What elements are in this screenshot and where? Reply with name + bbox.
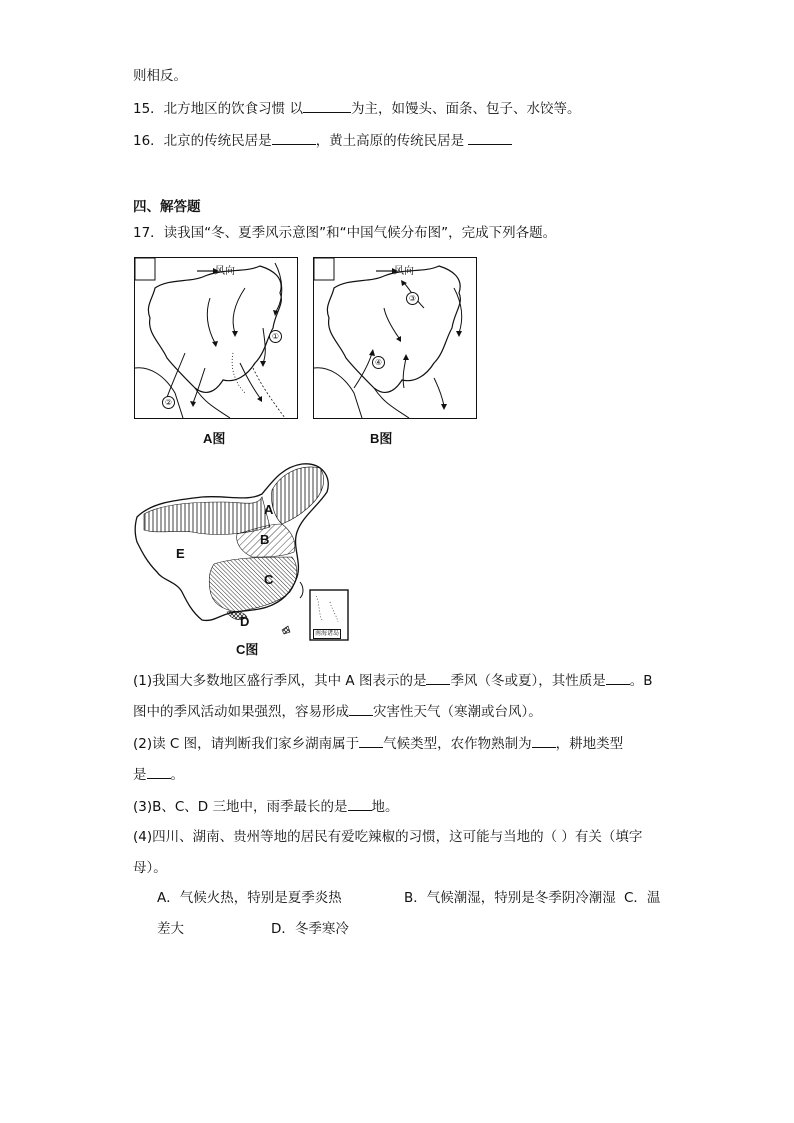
- map-b-caption: B图: [370, 431, 393, 446]
- p2-text-c: ，耕地类型: [555, 736, 624, 752]
- option-a-text: A．气候火热，特别是夏季炎热: [157, 890, 342, 906]
- map-a-caption: A图: [203, 431, 226, 446]
- p2-text-e: 。: [170, 767, 184, 783]
- region-label-d: D: [240, 614, 250, 629]
- region-label-c: C: [264, 572, 274, 587]
- sub-question-4-line-1: [133, 827, 642, 847]
- p1-blank-1[interactable]: [426, 670, 450, 685]
- p3-blank[interactable]: [348, 796, 372, 811]
- option-d[interactable]: [271, 919, 349, 939]
- question-16: [133, 130, 512, 151]
- option-b[interactable]: [404, 888, 616, 908]
- sub-question-4-line-2: [133, 858, 167, 878]
- q16-text-b: ，黄土高原的传统民居是: [315, 133, 465, 149]
- p1-text-e: 灾害性天气（寒潮或台风）。: [373, 704, 542, 720]
- map-a-legend-label: 风向: [215, 266, 235, 277]
- p1-text-d: 图中的季风活动如果强烈，容易形成: [133, 704, 349, 720]
- map-b-marker-4: ④: [372, 356, 385, 369]
- map-a-marker-2: ②: [162, 396, 175, 409]
- map-b-legend-label: 风向: [394, 266, 414, 277]
- p2-text-b: 气候类型，农作物熟制为: [383, 736, 532, 752]
- region-label-b: B: [260, 532, 270, 547]
- p1-blank-3[interactable]: [349, 701, 373, 716]
- p2-blank-3[interactable]: [147, 764, 171, 779]
- region-label-a: A: [264, 502, 274, 517]
- p1-text-b: 季风（冬或夏），其性质是: [450, 673, 606, 689]
- map-b-drawing: [314, 258, 476, 418]
- p3-text-b: 地。: [371, 799, 399, 815]
- question-17: [133, 223, 556, 243]
- option-c-continued: [157, 919, 184, 939]
- p1-text-a: (1)我国大多数地区盛行季风，其中 A 图表示的是: [133, 673, 427, 689]
- map-c-climate-distribution: [132, 462, 362, 652]
- option-c-text-b: 差大: [157, 921, 184, 937]
- section-heading: [133, 197, 201, 217]
- map-a-winter-monsoon: [134, 257, 298, 419]
- question-15: [133, 98, 580, 119]
- p3-text-a: (3)B、C、D 三地中，雨季最长的是: [133, 799, 348, 815]
- map-c-inset-label: 南海诸岛: [315, 630, 340, 637]
- option-c-text-a: C．温: [624, 890, 661, 906]
- q16-text-a: 16．北京的传统民居是: [133, 133, 272, 149]
- text-line-continuation: [133, 66, 187, 86]
- p2-text-d: 是: [133, 767, 147, 783]
- sub-question-3: [133, 796, 399, 817]
- sub-question-2-line-1: [133, 733, 623, 754]
- map-b-summer-monsoon: [313, 257, 477, 419]
- option-b-text: B．气候潮湿，特别是冬季阴冷潮湿: [404, 890, 616, 906]
- map-b-marker-3: ③: [406, 292, 419, 305]
- p4-text-a: (4)四川、湖南、贵州等地的居民有爱吃辣椒的习惯，这可能与当地的（ ）有关（填字: [133, 829, 643, 845]
- option-d-text: D．冬季寒冷: [271, 921, 349, 937]
- q15-text-b: 为主，如馒头、面条、包子、水饺等。: [350, 101, 581, 117]
- region-label-e: E: [176, 546, 185, 561]
- continuation-text: 则相反。: [133, 68, 187, 84]
- option-c[interactable]: [624, 888, 660, 908]
- sub-question-2-line-2: [133, 764, 184, 785]
- q15-text-a: 15．北方地区的饮食习惯 以: [133, 101, 303, 117]
- sub-question-1-line-2: [133, 701, 542, 722]
- option-a[interactable]: [157, 888, 342, 908]
- q17-text: 17．读我国“冬、夏季风示意图”和“中国气候分布图”，完成下列各题。: [133, 225, 557, 241]
- p1-blank-2[interactable]: [606, 670, 630, 685]
- map-a-marker-1: ①: [269, 330, 282, 343]
- map-c-caption: C图: [236, 642, 259, 657]
- p1-text-c: 。B: [629, 673, 653, 689]
- q15-blank[interactable]: [303, 98, 351, 113]
- section-title: 四、解答题: [133, 199, 201, 215]
- p2-blank-2[interactable]: [532, 733, 556, 748]
- q16-blank-2[interactable]: [468, 130, 512, 145]
- p4-text-b: 母）。: [133, 860, 167, 876]
- p2-text-a: (2)读 C 图，请判断我们家乡湖南属于: [133, 736, 360, 752]
- sub-question-1-line-1: [133, 670, 652, 691]
- p2-blank-1[interactable]: [359, 733, 383, 748]
- q16-blank-1[interactable]: [272, 130, 316, 145]
